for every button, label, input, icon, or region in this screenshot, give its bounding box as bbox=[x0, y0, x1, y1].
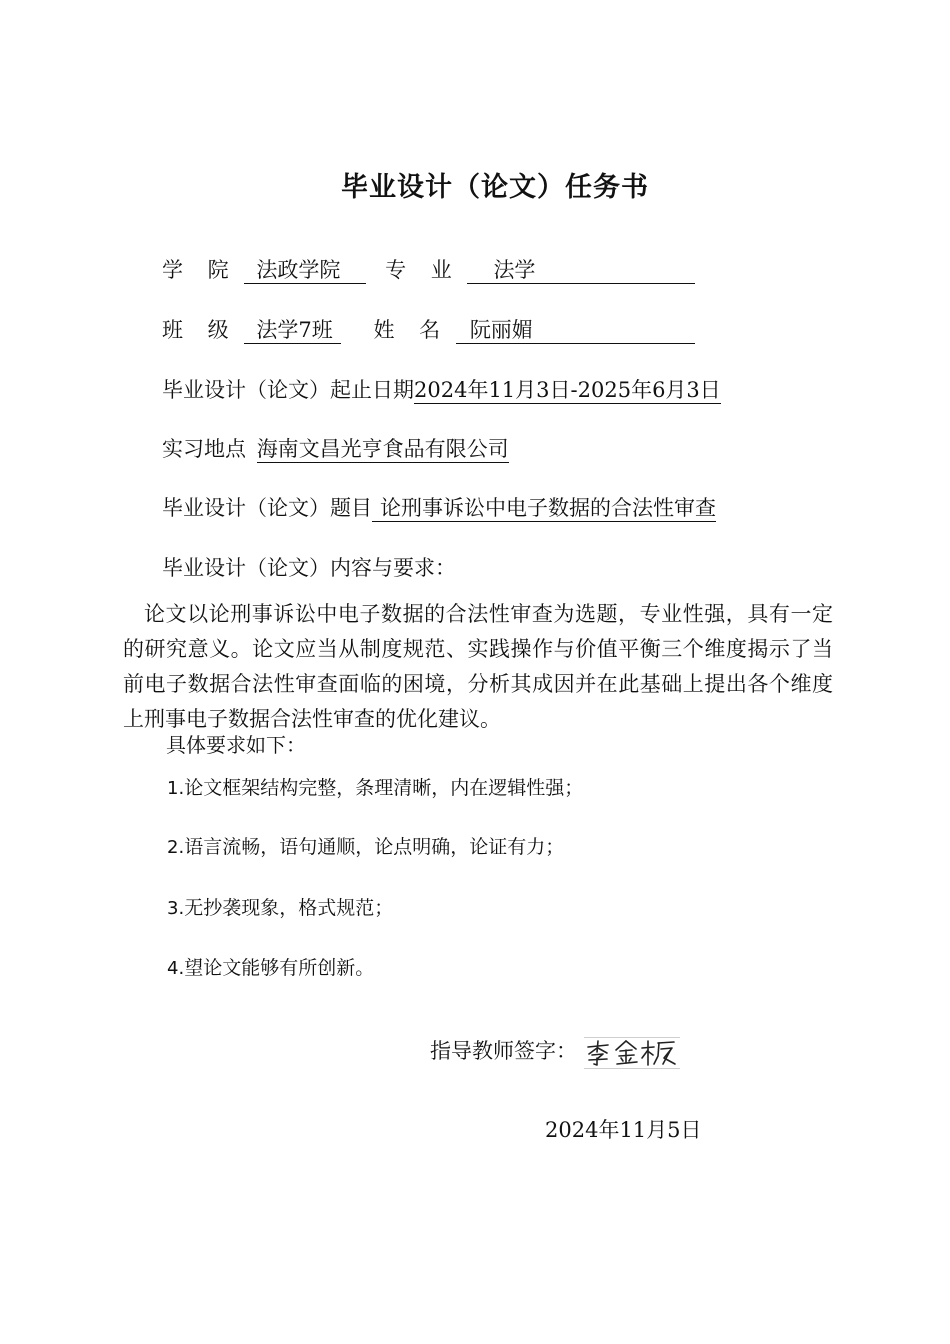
requirement-item bbox=[167, 953, 374, 984]
requirement-item bbox=[167, 773, 583, 804]
class-value: 法学7班 bbox=[244, 317, 340, 344]
requirement-text: 无抄袭现象，格式规范； bbox=[184, 897, 394, 919]
class-label: 班 级 bbox=[162, 318, 238, 342]
class-name-row bbox=[162, 315, 695, 345]
topic-value: 论刑事诉讼中电子数据的合法性审查 bbox=[372, 495, 716, 522]
date-label: 毕业设计（论文）起止日期 bbox=[162, 378, 414, 402]
requirement-text: 望论文能够有所创新。 bbox=[184, 957, 375, 979]
signature-date: 2024年11月5日 bbox=[545, 1118, 702, 1142]
page-title: 毕业设计（论文）任务书 bbox=[341, 172, 649, 203]
content-paragraph: 论文以论刑事诉讼中电子数据的合法性审查为选题，专业性强，具有一定的研究意义。论文应当从制度规范、实践操作与价值平衡三个维度揭示了当前电子数据合法性审查面临的困境，分析其成因并在此基础上提出各个维度上刑事电子数据合法性审查的优化建议。 bbox=[123, 602, 833, 731]
college-value: 法政学院 bbox=[244, 257, 366, 284]
date-value: 2024年11月3日-2025年6月3日 bbox=[414, 378, 721, 402]
topic-label: 毕业设计（论文）题目 bbox=[162, 496, 372, 520]
requirement-number: 2. bbox=[167, 837, 185, 858]
signature-row bbox=[430, 1036, 680, 1069]
signature-image bbox=[584, 1038, 680, 1068]
place-label: 实习地点 bbox=[162, 437, 246, 461]
requirement-number: 1. bbox=[167, 778, 185, 799]
handwritten-signature bbox=[584, 1037, 680, 1069]
place-row bbox=[162, 434, 509, 464]
requirement-item bbox=[167, 832, 564, 863]
place-value: 海南文昌光亨食品有限公司 bbox=[256, 437, 509, 461]
college-major-row bbox=[162, 255, 695, 285]
date-row bbox=[162, 375, 721, 405]
topic-row bbox=[162, 493, 716, 523]
requirement-number: 3. bbox=[167, 898, 185, 919]
requirement-item bbox=[167, 893, 393, 924]
requirement-text: 论文框架结构完整，条理清晰，内在逻辑性强； bbox=[184, 777, 584, 799]
name-label: 姓 名 bbox=[373, 318, 450, 342]
major-label: 专 业 bbox=[385, 258, 461, 282]
name-value: 阮丽媚 bbox=[456, 317, 695, 344]
requirement-text: 语言流畅，语句通顺，论点明确，论证有力； bbox=[184, 836, 565, 858]
signature-label: 指导教师签字： bbox=[430, 1039, 577, 1063]
requirement-number: 4. bbox=[167, 958, 185, 979]
requirements-intro: 具体要求如下： bbox=[166, 733, 306, 757]
college-label: 学 院 bbox=[162, 258, 238, 282]
content-label: 毕业设计（论文）内容与要求： bbox=[162, 556, 456, 580]
major-value: 法学 bbox=[467, 257, 695, 284]
